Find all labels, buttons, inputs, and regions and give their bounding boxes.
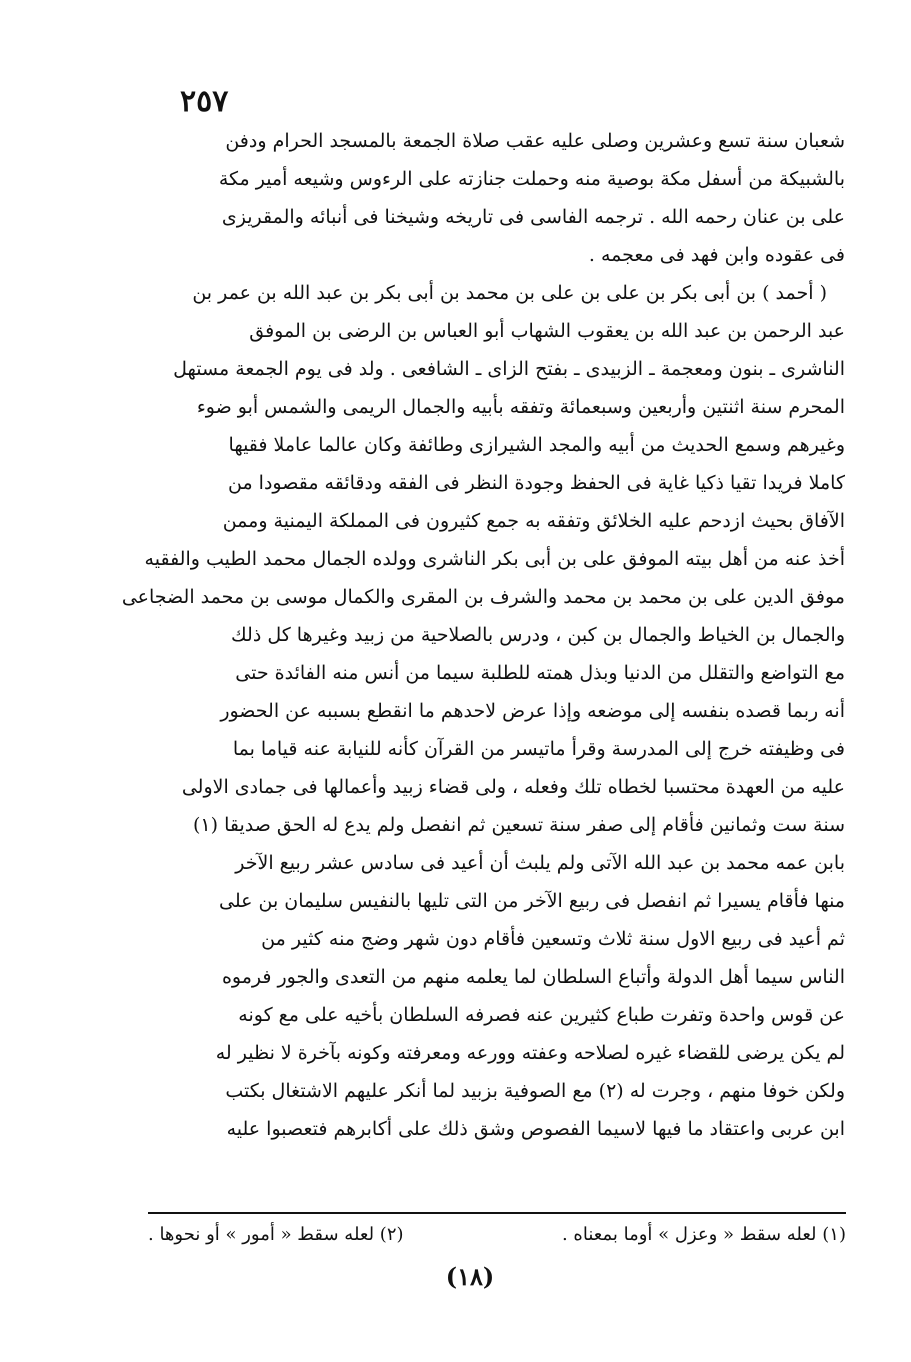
text-line: ابن عربى واعتقاد ما فيها لاسيما الفصوص وشق ذلك على أكابرهم فتعصبوا عليه: [226, 1118, 845, 1140]
page-number: ٢٥٧: [180, 84, 229, 119]
text-line: الناس سيما أهل الدولة وأتباع السلطان لما يعلمه منهم من التعدى والجور فرموه: [221, 966, 845, 988]
text-line: وغيرهم وسمع الحديث من أبيه والمجد الشيرازى وطائفة وكان عالما عاملا فقيها: [228, 434, 845, 456]
text-line: فى عقوده وابن فهد فى معجمه .: [588, 244, 845, 266]
text-line: عن قوس واحدة وتفرت طباع كثيرين عنه فصرفه السلطان بأخيه على مع كونه: [238, 1004, 845, 1026]
text-line: أخذ عنه من أهل بيته الموفق على بن أبى بكر الناشرى وولده الجمال محمد الطيب والفقيه: [144, 548, 845, 570]
text-line: ثم أعيد فى ربيع الاول سنة ثلاث وتسعين فأقام دون شهر وضج منه كثير من: [261, 928, 845, 950]
text-line: سنة ست وثمانين فأقام إلى صفر سنة تسعين ثم انفصل ولم يدع له الحق صديقا (١): [193, 814, 845, 836]
text-line: منها فأقام يسيرا ثم انفصل فى ربيع الآخر من التى تليها بالنفيس سليمان بن على: [219, 890, 845, 912]
footnotes: [148, 1224, 846, 1245]
body-text: [105, 122, 845, 1148]
text-line: أنه ربما قصده بنفسه إلى موضعه وإذا عرض لاحدهم ما انقطع بسببه عن الحضور: [220, 700, 845, 722]
text-line: والجمال بن الخياط والجمال بن كبن ، ودرس بالصلاحية من زبيد وغيرها كل ذلك: [231, 624, 845, 646]
text-line: شعبان سنة تسع وعشرين وصلى عليه عقب صلاة الجمعة بالمسجد الحرام ودفن: [225, 130, 845, 152]
footnote-2: (٢) لعله سقط « أمور » أو نحوها .: [148, 1224, 404, 1245]
text-line: مع التواضع والتقلل من الدنيا وبذل همته للطلبة سيما من أنس منه الفائدة حتى: [235, 662, 845, 684]
text-line: بابن عمه محمد بن عبد الله الآتى ولم يلبث أن أعيد فى سادس عشر ربيع الآخر: [235, 852, 845, 874]
signature-number: (١٨): [445, 1262, 495, 1291]
text-line: الآفاق بحيث ازدحم عليه الخلائق وتفقه به جمع كثيرون فى المملكة اليمنية وممن: [222, 510, 845, 532]
text-line: بالشبيكة من أسفل مكة بوصية منه وحملت جنازته على الرءوس وشيعه أمير مكة: [218, 168, 845, 190]
footnote-1: (١) لعله سقط « وعزل » أوما بمعناه .: [561, 1224, 846, 1245]
text-line: لم يكن يرضى للقضاء غيره لصلاحه وعفته وورعه ومعرفته وكونه بآخرة لا نظير له: [215, 1042, 845, 1064]
text-line: المحرم سنة اثنتين وأربعين وسبعمائة وتفقه بأبيه والجمال الريمى والشمس أبو ضوء: [196, 396, 845, 418]
text-line: عبد الرحمن بن عبد الله بن يعقوب الشهاب أبو العباس بن الرضى بن الموفق: [249, 320, 845, 342]
text-line: الناشرى ـ بنون ومعجمة ـ الزبيدى ـ بفتح الزاى ـ الشافعى . ولد فى يوم الجمعة مستهل: [173, 358, 845, 380]
text-line: فى وظيفته خرج إلى المدرسة وقرأ ماتيسر من القرآن كأنه للنيابة عنه قياما بما: [232, 738, 845, 760]
text-line: عليه من العهدة محتسبا لخطاه تلك وفعله ، ولى قضاء زبيد وأعمالها فى جمادى الاولى: [181, 776, 845, 798]
text-line: موفق الدين على بن محمد بن محمد والشرف بن المقرى والكمال موسى بن محمد الضجاعى: [121, 586, 845, 608]
text-line: على بن عنان رحمه الله . ترجمه الفاسى فى تاريخه وشيخنا فى أنبائه والمقريزى: [221, 206, 845, 228]
footnote-divider: [148, 1212, 846, 1214]
text-line: ولكن خوفا منهم ، وجرت له (٢) مع الصوفية بزبيد لما أنكر عليهم الاشتغال بكتب: [225, 1080, 845, 1102]
text-line: ( أحمد ) بن أبى بكر بن على بن على بن محمد بن أبى بكر بن عبد الله بن عمر بن: [192, 282, 827, 304]
text-line: كاملا فريدا تقيا ذكيا غاية فى الحفظ وجودة النظر فى الفقه ودقائقه مقصودا من: [228, 472, 845, 494]
